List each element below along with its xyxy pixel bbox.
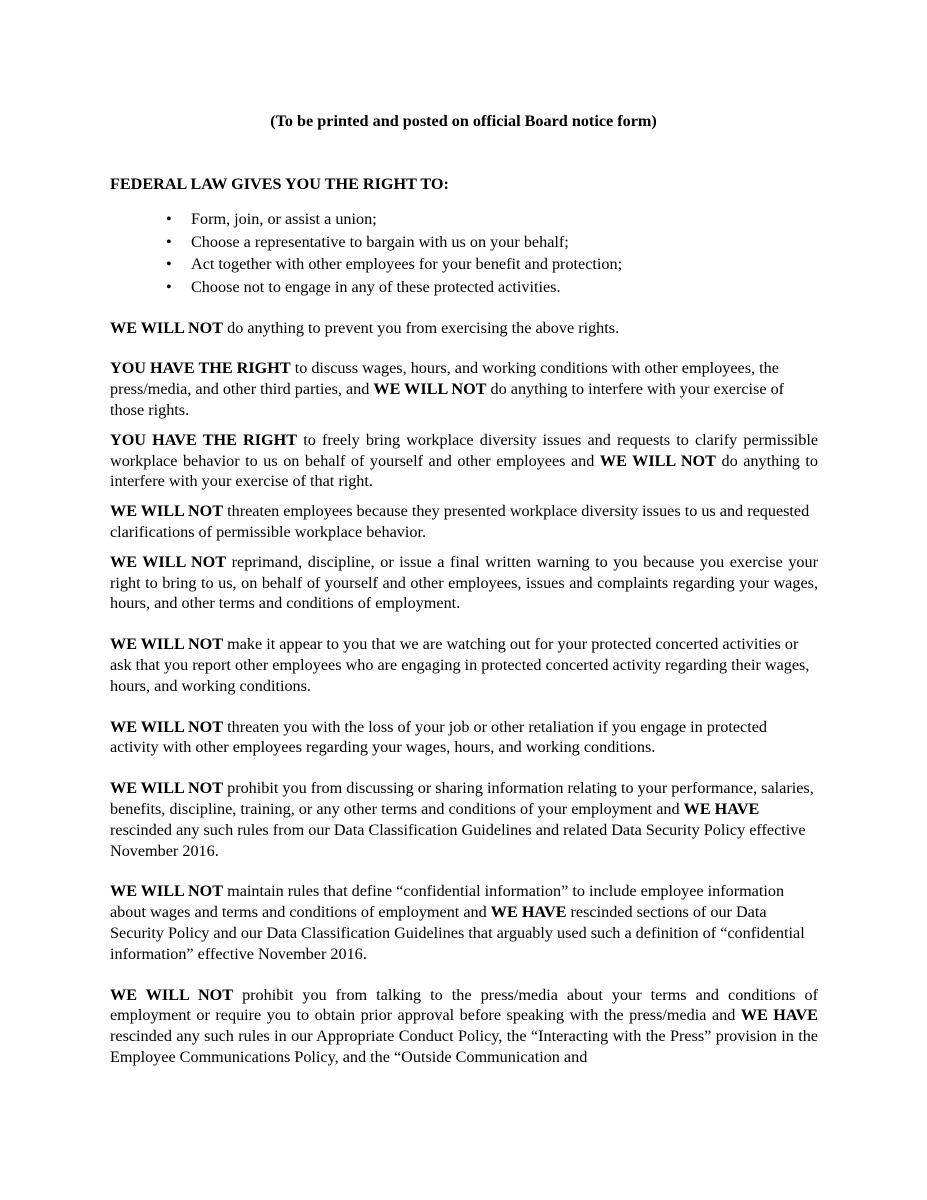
- paragraph-no-reprimand: WE WILL NOT reprimand, discipline, or issue a final written warning to you because you exercise your right to bring to us, on behalf of yourself and other employees, issues and complaints regarding your wages, hours, and other terms and conditions of employment.: [110, 552, 818, 613]
- bullet-icon: •: [166, 255, 172, 274]
- paragraph-confidential-information: WE WILL NOT maintain rules that define “confidential information” to include employee information about wages and terms and conditions of employment and WE HAVE rescinded sections of our Data Security Policy and our Data Classification Guidelines that arguably used such a definition of “confidential information” effective November 2016.: [110, 882, 805, 963]
- paragraph-right-discuss-wages: YOU HAVE THE RIGHT to discuss wages, hours, and working conditions with other employees, the press/media, and other third parties, and WE WILL NOT do anything to interfere with your exercise of those rights.: [110, 359, 785, 419]
- paragraph-right-diversity-issues: YOU HAVE THE RIGHT to freely bring workplace diversity issues and requests to clarify permissible workplace behavior to us on behalf of yourself and other employees and WE WILL NOT do anything to interfere with your exercise of that right.: [110, 430, 819, 491]
- rights-list: [110, 208, 818, 299]
- paragraph-no-prohibit-sharing: WE WILL NOT prohibit you from discussing or sharing information relating to your performance, salaries, benefits, discipline, training, or any other terms and conditions of your employment and WE HAVE rescinded any such rules from our Data Classification Guidelines and related Data Security Policy effective November 2016.: [110, 779, 814, 860]
- paragraph-no-threats-diversity: WE WILL NOT threaten employees because they presented workplace diversity issues to us and requested clarifications of permissible workplace behavior.: [110, 502, 810, 541]
- rights-list-item: • Form, join, or assist a union;: [110, 208, 818, 231]
- paragraph-no-job-threats: WE WILL NOT threaten you with the loss of your job or other retaliation if you engage in protected activity with other employees regarding your wages, hours, and working conditions.: [110, 717, 767, 757]
- notice-body: [110, 174, 818, 1068]
- paragraph-no-surveillance: WE WILL NOT make it appear to you that we are watching out for your protected concerted activities or ask that you report other employees who are engaging in protected concerted activity regarding their wages, hours, and working conditions.: [110, 635, 810, 695]
- rights-list-item: • Choose a representative to bargain with us on your behalf;: [110, 231, 818, 254]
- bullet-icon: •: [166, 232, 172, 251]
- paragraph-press-media: WE WILL NOT prohibit you from talking to the press/media about your terms and conditions of employment or require you to obtain prior approval before speaking with the press/media and WE HAVE rescinded any such rules in our Appropriate Conduct Policy, the “Interacting with the Press” provision in the Employee Communications Policy, and the “Outside Communication and: [110, 985, 818, 1066]
- rights-heading: FEDERAL LAW GIVES YOU THE RIGHT TO:: [110, 175, 449, 193]
- rights-list-item: • Act together with other employees for your benefit and protection;: [110, 253, 818, 276]
- bullet-icon: •: [166, 209, 172, 228]
- bullet-icon: •: [166, 277, 172, 296]
- posting-instruction: (To be printed and posted on official Board notice form): [270, 112, 657, 130]
- paragraph-prevent-rights: WE WILL NOT do anything to prevent you from exercising the above rights.: [110, 318, 620, 337]
- rights-list-item: • Choose not to engage in any of these protected activities.: [110, 276, 818, 299]
